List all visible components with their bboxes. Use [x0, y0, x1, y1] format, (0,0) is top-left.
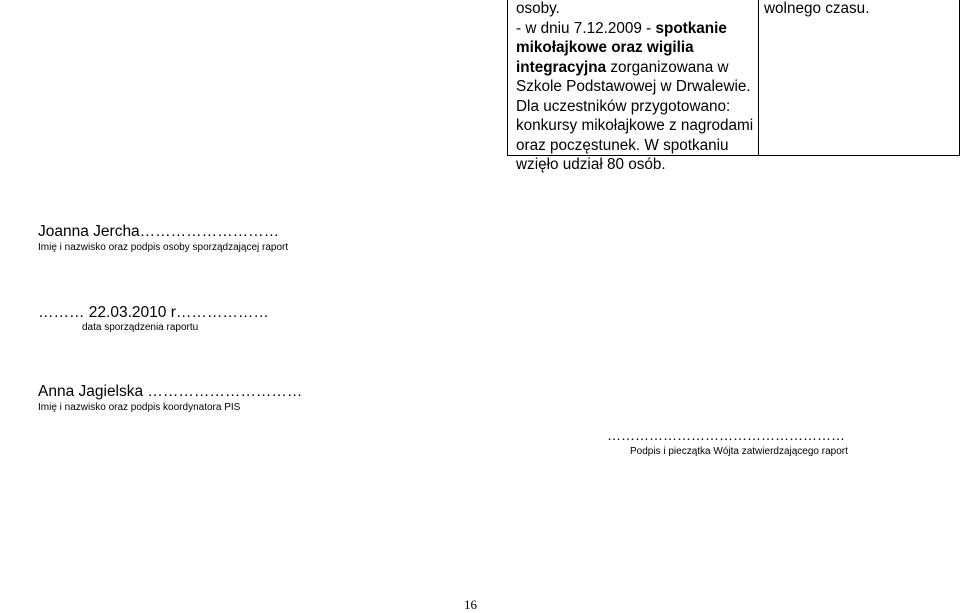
page-number: 16	[464, 597, 477, 612]
mayor-caption: Podpis i pieczątka Wójta zatwierdzającego raport	[630, 446, 848, 457]
activity-table	[507, 0, 960, 173]
activity-line: integracyjna zorganizowana w	[516, 58, 729, 76]
activity-line: mikołajkowe oraz wigilia	[516, 39, 694, 56]
activity-line: Szkole Podstawowej w Drwalewie.	[516, 78, 751, 95]
coordinator-caption: Imię i nazwisko oraz podpis koordynatora PIS	[38, 402, 241, 413]
activity-description-cell	[516, 0, 756, 175]
report-date-caption: data sporządzenia raportu	[82, 322, 199, 333]
preparer-signature: Joanna Jercha………………………	[38, 223, 280, 240]
table-border-left	[507, 0, 508, 156]
preparer-caption: Imię i nazwisko oraz podpis osoby sporządzającej raport	[38, 242, 289, 253]
activity-line: oraz poczęstunek. W spotkaniu	[516, 136, 729, 154]
activity-line: - w dniu 7.12.2009 - spotkanie	[516, 19, 727, 37]
coordinator-signature: Anna Jagielska …………………………	[38, 383, 303, 400]
activity-line: osoby.	[516, 0, 560, 17]
activity-line: wzięło udział 80 osób.	[516, 156, 666, 173]
table-border-middle	[758, 0, 759, 156]
activity-line: Dla uczestników przygotowano:	[516, 97, 731, 115]
activity-line: konkursy mikołajkowe z nagrodami	[516, 117, 754, 134]
mayor-signature-line: ……………………………………………	[607, 427, 845, 443]
right-cell-text: wolnego czasu.	[764, 0, 870, 17]
report-date: ……… 22.03.2010 r………………	[38, 304, 269, 321]
